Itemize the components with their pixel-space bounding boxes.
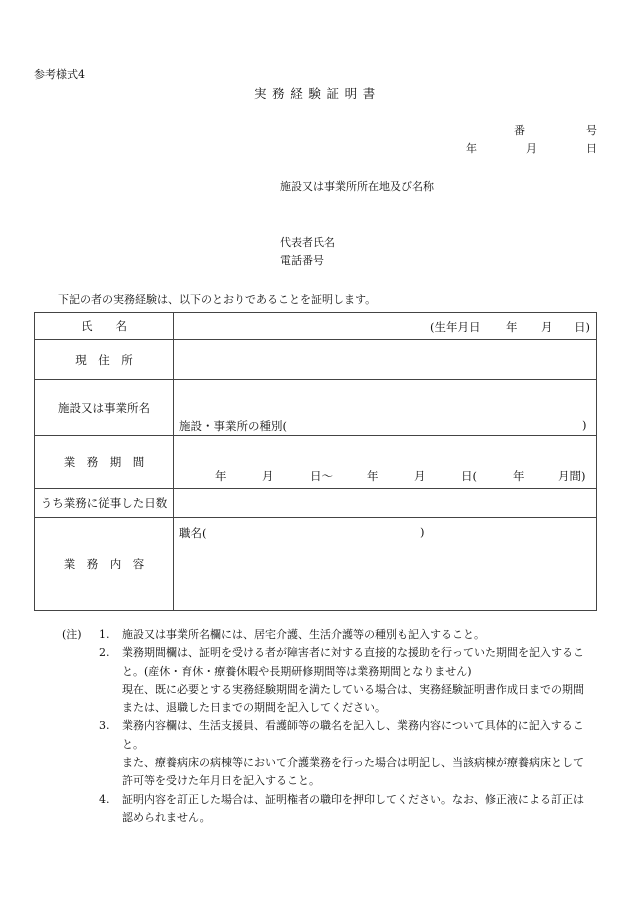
period-from-month: 月: [262, 469, 274, 483]
name-label: 氏 名: [35, 313, 174, 340]
name-cell[interactable]: [174, 313, 597, 340]
note-item: [62, 791, 602, 828]
note-line: と。(産休・育休・療養休暇や長期研修期間等は業務期間となりません): [122, 664, 472, 678]
period-from-year: 年: [215, 469, 227, 483]
note-number: 1.: [99, 628, 110, 641]
phone-label: 電話番号: [280, 254, 324, 267]
facility-row: [35, 380, 597, 436]
notes-section: [62, 626, 602, 827]
facility-type-close: ): [582, 418, 587, 432]
note-item: [62, 644, 602, 717]
address-row: [35, 340, 597, 380]
note-item: [62, 717, 602, 790]
period-from-day: 日～: [310, 469, 333, 483]
birth-day-label: 日): [574, 320, 590, 334]
date-month-label: 月: [526, 142, 537, 155]
number-label: 番: [514, 124, 525, 137]
period-total-year: 年: [513, 469, 525, 483]
work-content-cell[interactable]: [174, 518, 597, 611]
date-year-label: 年: [466, 142, 477, 155]
date-day-label: 日: [586, 142, 597, 155]
birth-label: (生年月日: [430, 320, 481, 334]
days-worked-cell[interactable]: [174, 489, 597, 518]
note-line: 認められません。: [122, 810, 211, 824]
address-cell[interactable]: [174, 340, 597, 380]
days-worked-label: うち業務に従事した日数: [35, 489, 174, 518]
content-row: [35, 518, 597, 611]
period-to-month: 月: [414, 469, 426, 483]
work-content-label: 業 務 内 容: [35, 518, 174, 611]
note-line: また、療養病床の病棟等において介護業務を行った場合は明記し、当該病棟が療養病床として: [122, 756, 584, 770]
note-number: 2.: [99, 646, 110, 660]
period-total-month: 月間): [558, 469, 586, 483]
birth-year-label: 年: [506, 320, 518, 334]
facility-name-cell[interactable]: [174, 380, 597, 436]
days-row: [35, 489, 597, 518]
certification-statement: 下記の者の実務経験は、以下のとおりであることを証明します。: [58, 293, 377, 306]
period-row: [35, 436, 597, 489]
number-suffix: 号: [586, 124, 597, 137]
period-to-day: 日(: [461, 469, 477, 483]
period-cell[interactable]: [174, 436, 597, 489]
facility-name-label: 施設又は事業所名: [35, 380, 174, 436]
note-line: 現在、既に必要とする実務経験期間を満たしている場合は、実務経験証明書作成日までの期間: [122, 682, 584, 696]
facility-type-label: 施設・事業所の種別(: [179, 419, 287, 433]
note-number: 4.: [99, 792, 110, 806]
note-line: または、退職した日までの期間を記入してください。: [122, 701, 386, 715]
note-line: 業務期間欄は、証明を受ける者が障害者に対する直接的な援助を行っていた期間を記入するこ: [122, 646, 584, 660]
note-line: 業務内容欄は、生活支援員、看護師等の職名を記入し、業務内容について具体的に記入するこ: [122, 719, 584, 733]
notes-prefix: (注): [62, 628, 82, 641]
facility-location-label: 施設又は事業所所在地及び名称: [280, 180, 434, 193]
note-item: [62, 626, 602, 644]
note-line: 証明内容を訂正した場合は、証明権者の職印を押印してください。なお、修正液による訂正は: [122, 792, 584, 806]
period-label: 業 務 期 間: [35, 436, 174, 489]
representative-label: 代表者氏名: [280, 236, 335, 249]
note-number: 3.: [99, 719, 110, 733]
name-row: [35, 313, 597, 340]
document-title: 実務経験証明書: [254, 86, 381, 101]
experience-form-table: [34, 312, 597, 611]
period-to-year: 年: [367, 469, 379, 483]
birth-month-label: 月: [541, 320, 553, 334]
note-line: と。: [122, 737, 144, 751]
job-title-close: ): [420, 525, 425, 539]
note-line: 施設又は事業所名欄には、居宅介護、生活介護等の種別も記入すること。: [122, 628, 485, 641]
address-label: 現 住 所: [35, 340, 174, 380]
note-line: 許可等を受けた年月日を記入すること。: [122, 774, 320, 788]
form-reference: 参考様式4: [34, 68, 85, 81]
job-title-label: 職名(: [179, 526, 207, 540]
